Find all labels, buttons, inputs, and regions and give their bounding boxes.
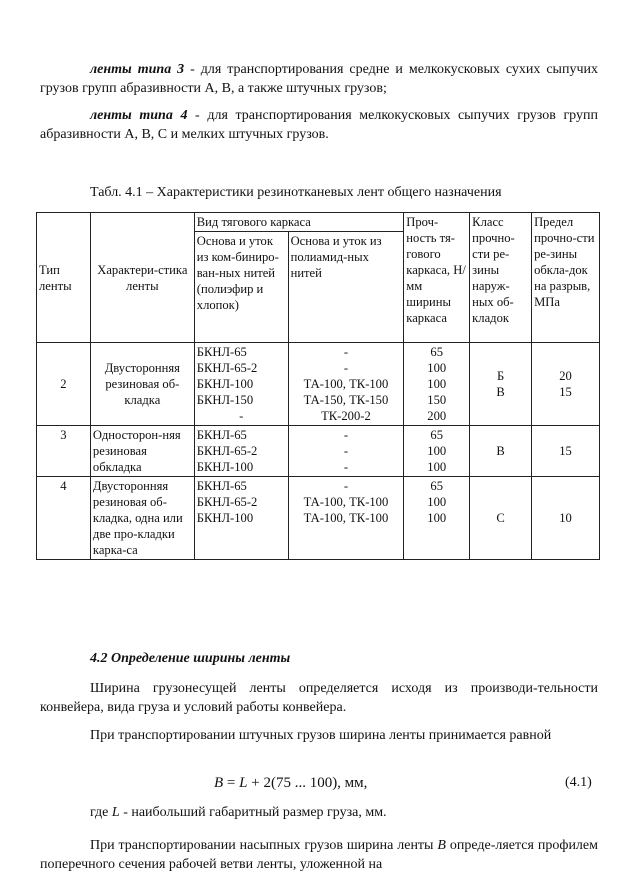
cell-line: 65 (430, 428, 444, 442)
formula-var-b: B (214, 775, 224, 791)
cell-line: 100 (427, 377, 447, 391)
cell-combined (194, 343, 288, 426)
cell-polyamide (288, 426, 404, 477)
belt-characteristics-table (36, 212, 600, 560)
cell-line: - (343, 479, 349, 493)
cell-strength (404, 477, 470, 560)
cell-line: БКНЛ-150 (196, 393, 254, 407)
cell-line: 100 (427, 511, 447, 525)
cell-line: ТА-150, ТК-150 (303, 393, 389, 407)
formula-equals: = (223, 775, 240, 791)
cell-rubber-class: С (470, 477, 532, 560)
cell-line: - (343, 428, 349, 442)
bulk-var-b: B (437, 838, 446, 853)
header-base-combined: Основа и уток из ком-бинирован-ных нитей (полиэфир и хлопок) (194, 232, 288, 343)
cell-polyamide (288, 477, 404, 560)
cell-line: 65 (430, 479, 444, 493)
cell-line: - (343, 444, 349, 458)
paragraph-bulk-goods (40, 836, 598, 874)
cell-characteristic: Двусторонняя резиновая об-кладка, одна или две про-кладки карка-са (90, 477, 194, 560)
cell-line: 20 (559, 369, 572, 383)
cell-line: - (343, 460, 349, 474)
header-rubber-class: Класс прочно-сти ре-зины наруж-ных об-кладок (470, 213, 532, 343)
cell-line: ТК-200-2 (321, 409, 371, 423)
cell-rubber-class: В (470, 426, 532, 477)
cell-line: ТА-100, ТК-100 (303, 511, 389, 525)
where-var: L (111, 805, 120, 820)
cell-polyamide (288, 343, 404, 426)
cell-line: 200 (427, 409, 447, 423)
cell-type: 4 (37, 477, 91, 560)
table-caption: Табл. 4.1 – Характеристики резинотканевых лент общего назначения (90, 185, 502, 200)
belt-type-3-text: - для транспортирования средне и мелкокусковых сухих сыпучих грузов групп абразивности А, В, а также штучных грузов; (40, 62, 598, 96)
belt-type-4-term: ленты типа 4 (90, 108, 188, 123)
header-characteristic: Характери-стика ленты (90, 213, 194, 343)
paragraph-width-intro: Ширина грузонесущей ленты определяется исходя из производи-тельности конвейера, вида груза и условий работы конвейера. (40, 681, 598, 715)
cell-line: БКНЛ-100 (196, 511, 254, 525)
header-type: Тип ленты (37, 213, 91, 343)
cell-line: - (343, 345, 349, 359)
cell-rubber-class (470, 343, 532, 426)
cell-tensile: 10 (532, 477, 600, 560)
cell-line: ТА-100, ТК-100 (303, 495, 389, 509)
cell-tensile: 15 (532, 426, 600, 477)
cell-line: - (239, 409, 244, 423)
cell-combined (194, 426, 288, 477)
cell-line: Б (497, 369, 505, 383)
cell-strength (404, 426, 470, 477)
table-row (37, 343, 600, 426)
cell-line: БКНЛ-65 (196, 428, 247, 442)
formula-explanation (90, 805, 387, 821)
header-frame-kind: Вид тягового каркаса (194, 213, 404, 232)
belt-type-3-term: ленты типа 3 (90, 62, 185, 77)
cell-line: В (496, 385, 505, 399)
cell-type: 2 (37, 343, 91, 426)
cell-line: 100 (427, 460, 447, 474)
formula-rest: + 2(75 ... 100), мм, (247, 775, 368, 791)
cell-line: 150 (427, 393, 447, 407)
formula-4-1 (214, 775, 367, 792)
cell-line: БКНЛ-65-2 (196, 361, 258, 375)
table-header-row-1 (37, 213, 600, 232)
section-title: 4.2 Определение ширины ленты (90, 651, 291, 666)
cell-line: БКНЛ-65 (196, 345, 247, 359)
belt-type-4-text: - для транспортирования мелкокусковых сыпучих грузов групп абразивности А, В, С и мелких штучных грузов. (40, 108, 598, 142)
formula-number: (4.1) (565, 775, 592, 790)
cell-line: БКНЛ-100 (196, 460, 254, 474)
cell-line: 100 (427, 444, 447, 458)
bulk-text-post: опреде-ляется профилем поперечного сечения рабочей ветви ленты, уложенной на (40, 838, 598, 872)
table-row (37, 477, 600, 560)
cell-tensile (532, 343, 600, 426)
cell-line: БКНЛ-65-2 (196, 495, 258, 509)
cell-characteristic: Двусторонняя резиновая об-кладка (90, 343, 194, 426)
cell-line: 65 (430, 345, 444, 359)
table-row (37, 426, 600, 477)
cell-line: ТА-100, ТК-100 (303, 377, 389, 391)
cell-line: БКНЛ-65 (196, 479, 247, 493)
cell-line: 15 (559, 385, 572, 399)
cell-line: - (343, 361, 349, 375)
paragraph-belt-type-4 (40, 106, 598, 144)
header-strength: Проч-ность тя-гового каркаса, Н/мм ширины каркаса (404, 213, 470, 343)
paragraph-piece-goods: При транспортировании штучных грузов ширина ленты принимается равной (90, 728, 552, 743)
cell-line: 100 (427, 361, 447, 375)
cell-line: БКНЛ-65-2 (196, 444, 258, 458)
where-prefix: где (90, 805, 112, 820)
formula-var-l: L (239, 775, 248, 791)
cell-characteristic: Односторон-няя резиновая обкладка (90, 426, 194, 477)
cell-strength (404, 343, 470, 426)
cell-type: 3 (37, 426, 91, 477)
cell-line: 100 (427, 495, 447, 509)
where-text: - наибольший габаритный размер груза, мм. (119, 805, 387, 820)
header-base-polyamide: Основа и уток из полиамид-ных нитей (288, 232, 404, 343)
header-tensile-limit: Предел прочно-сти ре-зины обкла-док на разрыв, МПа (532, 213, 600, 343)
cell-combined (194, 477, 288, 560)
paragraph-belt-type-3 (40, 60, 598, 98)
cell-line: БКНЛ-100 (196, 377, 254, 391)
bulk-text-pre: При транспортировании насыпных грузов ширина ленты (90, 838, 438, 853)
